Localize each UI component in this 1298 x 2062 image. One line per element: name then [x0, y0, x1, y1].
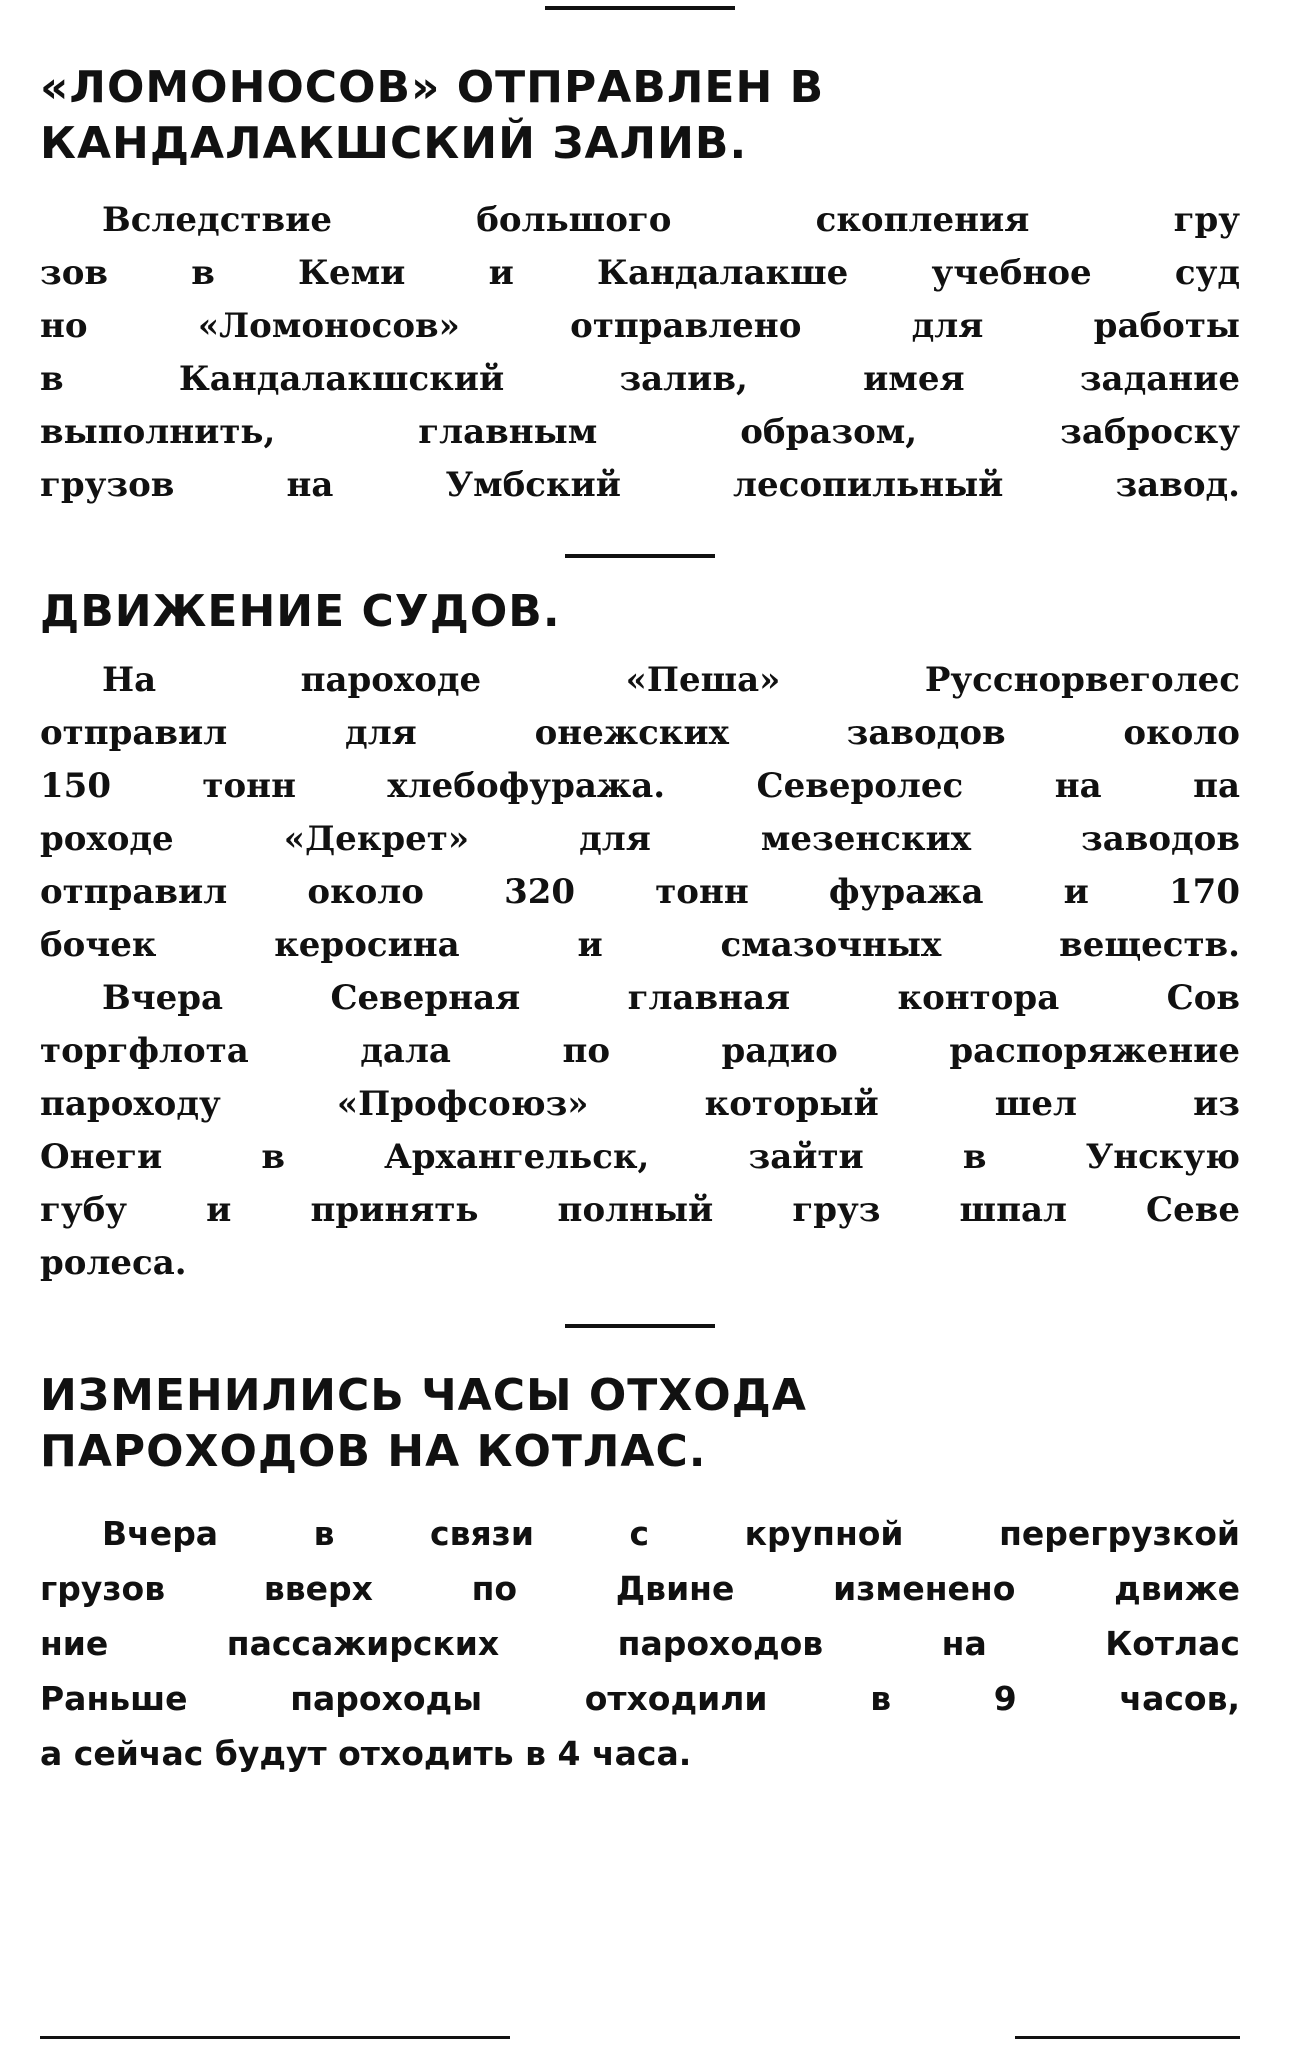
text-line: зов в Кеми и Кандалакше учебное суд	[40, 253, 1240, 293]
article-ship-movement	[40, 584, 1240, 1290]
article-headline	[40, 60, 1240, 172]
article-paragraph	[40, 1506, 1240, 1781]
headline-line: «ЛОМОНОСОВ» ОТПРАВЛЕН В	[40, 62, 825, 113]
text-line: грузов вверх по Двине изменено движе	[40, 1569, 1240, 1608]
text-line: На пароходе «Пеша» Русснорвеголес	[102, 660, 1240, 700]
bottom-rule-right	[1015, 2036, 1240, 2039]
text-line: бочек керосина и смазочных веществ.	[40, 925, 1240, 965]
text-line: ние пассажирских пароходов на Котлас	[40, 1624, 1240, 1663]
text-line: выполнить, главным образом, заброску	[40, 412, 1240, 452]
text-line: Онеги в Архангельск, зайти в Унскую	[40, 1137, 1240, 1177]
bottom-rule-left	[40, 2036, 510, 2039]
article-paragraph	[40, 194, 1240, 512]
text-line: отправил для онежских заводов около	[40, 713, 1240, 753]
text-line: в Кандалакшский залив, имея задание	[40, 359, 1240, 399]
article-separator-rule	[565, 554, 715, 558]
article-paragraph	[40, 654, 1240, 972]
text-line: Раньше пароходы отходили в 9 часов,	[40, 1679, 1240, 1718]
text-line: Вчера Северная главная контора Сов	[102, 978, 1240, 1018]
text-line: 150 тонн хлебофуража. Северолес на па	[40, 766, 1240, 806]
top-separator-rule	[545, 6, 735, 10]
text-line: отправил около 320 тонн фуража и 170	[40, 872, 1240, 912]
article-kotlas-schedule	[40, 1368, 1240, 1781]
text-line: грузов на Умбский лесопильный завод.	[40, 465, 1240, 505]
text-line: Вчера в связи с крупной перегрузкой	[102, 1514, 1240, 1553]
headline-line: КАНДАЛАКШСКИЙ ЗАЛИВ.	[40, 118, 748, 169]
newspaper-clipping	[40, 0, 1240, 2062]
text-line: роходе «Декрет» для мезенских заводов	[40, 819, 1240, 859]
text-line: пароходу «Профсоюз» который шел из	[40, 1084, 1240, 1124]
headline-line: ИЗМЕНИЛИСЬ ЧАСЫ ОТХОДА	[40, 1370, 807, 1421]
headline-line: ДВИЖЕНИЕ СУДОВ.	[40, 586, 561, 637]
text-line: Вследствие большого скопления гру	[102, 200, 1240, 240]
text-line: а сейчас будут отходить в 4 часа.	[40, 1734, 692, 1773]
text-line: губу и принять полный груз шпал Севе	[40, 1190, 1240, 1230]
article-lomonosov	[40, 60, 1240, 512]
text-line: но «Ломоносов» отправлено для работы	[40, 306, 1240, 346]
article-headline	[40, 1368, 1240, 1480]
article-headline	[40, 584, 1240, 640]
article-separator-rule	[565, 1324, 715, 1328]
text-line: торгфлота дала по радио распоряжение	[40, 1031, 1240, 1071]
article-paragraph	[40, 972, 1240, 1290]
text-line: ролеса.	[40, 1243, 187, 1283]
headline-line: ПАРОХОДОВ НА КОТЛАС.	[40, 1426, 707, 1477]
